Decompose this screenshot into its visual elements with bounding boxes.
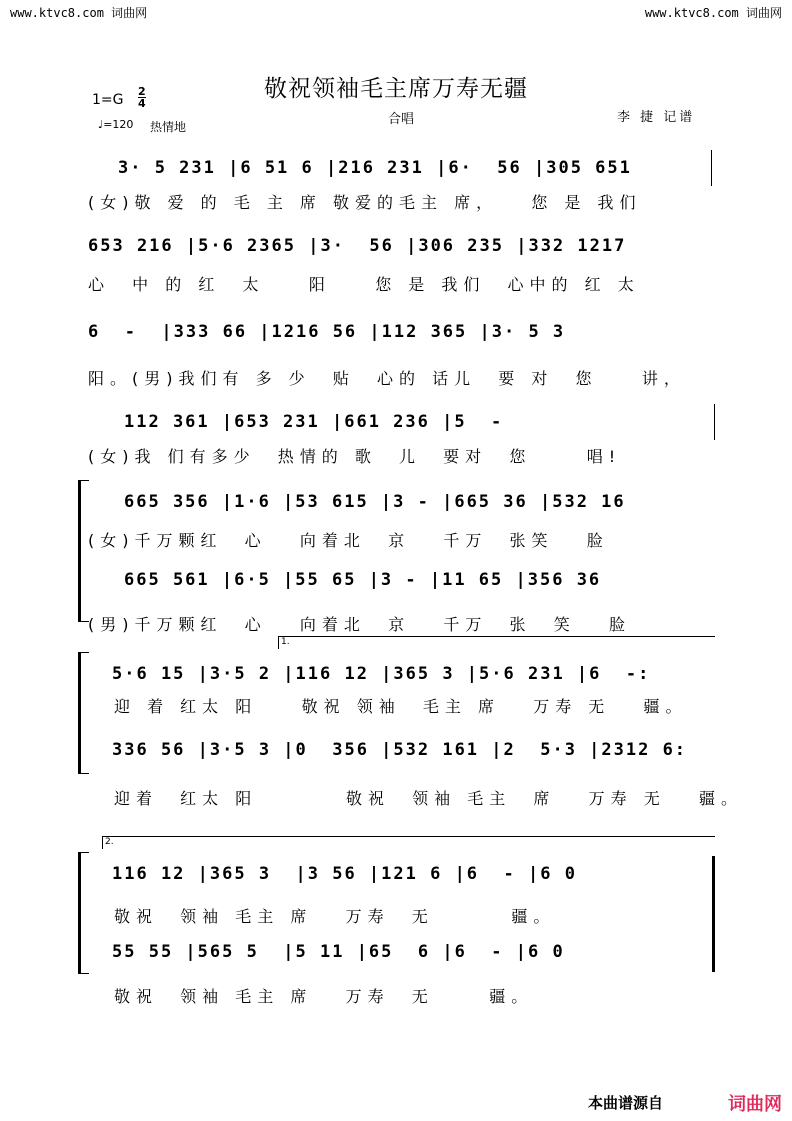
- lyric-line: 敬祝 领袖 毛主 席 万寿 无 疆。: [114, 907, 556, 926]
- expression-mark: 热情地: [150, 120, 187, 134]
- notation-line: 5·6 15 |3·5 2 |116 12 |365 3 |5·6 231 |6 -:: [112, 664, 651, 684]
- notation-line: 653 216 |5·6 2365 |3· 56 |306 235 |332 1217: [88, 236, 627, 256]
- notation-line: 6 - |333 66 |1216 56 |112 365 |3· 5 3: [88, 322, 566, 342]
- subtitle: 合唱: [388, 112, 415, 127]
- lyric-line: (女)敬 爱 的 毛 主 席 敬爱的毛主 席， 您 是 我们: [88, 193, 642, 212]
- notation-line: 112 361 |653 231 |661 236 |5 -: [124, 412, 504, 432]
- key-signature: 1=G: [92, 92, 124, 108]
- lyric-line: (女)我 们有多少 热情的 歌 儿 要对 您 唱!: [88, 447, 622, 466]
- notation-line: 665 561 |6·5 |55 65 |3 - |11 65 |356 36: [124, 570, 602, 590]
- staff-line: [0, 228, 792, 268]
- staff-line: [0, 856, 792, 896]
- lyric-line: 阳。(男)我们有 多 少 贴 心的 话儿 要 对 您 讲，: [88, 369, 686, 388]
- staff-line: [0, 150, 792, 190]
- song-title: 敬祝领袖毛主席万寿无疆: [264, 76, 528, 102]
- notation-line: 665 356 |1·6 |53 615 |3 - |665 36 |532 16: [124, 492, 626, 512]
- first-ending-bracket: 1.: [278, 636, 715, 649]
- staff-line: [0, 656, 792, 696]
- staff-line: [0, 484, 792, 524]
- watermark-left: www.ktvc8.com 词曲网: [10, 6, 148, 20]
- author-credit: 李 捷 记谱: [617, 110, 696, 125]
- footer-site-logo[interactable]: 词曲网: [728, 1094, 782, 1115]
- notation-line: 116 12 |365 3 |3 56 |121 6 |6 - |6 0: [112, 864, 577, 884]
- bar-line: [714, 404, 715, 440]
- staff-line: [0, 314, 792, 354]
- staff-line: [0, 404, 792, 444]
- watermark-right: www.ktvc8.com 词曲网: [644, 6, 782, 20]
- final-bar-line: [712, 856, 715, 972]
- second-ending-bracket: 2.: [102, 836, 715, 849]
- lyric-line: 迎着 红太 阳 敬祝 领袖 毛主 席 万寿 无 疆。: [114, 789, 743, 808]
- lyric-line: 迎 着 红太 阳 敬祝 领袖 毛主 席 万寿 无 疆。: [114, 697, 688, 716]
- notation-line: 336 56 |3·5 3 |0 356 |532 161 |2 5·3 |2312 6:: [112, 740, 688, 760]
- lyric-line: (女)千万颗红 心 向着北 京 千万 张笑 脸: [88, 531, 609, 550]
- bar-line: [711, 150, 712, 186]
- notation-line: 55 55 |565 5 |5 11 |65 6 |6 - |6 0: [112, 942, 565, 962]
- lyric-line: 敬祝 领袖 毛主 席 万寿 无 疆。: [114, 987, 534, 1006]
- footer-source: 本曲谱源自: [588, 1094, 664, 1112]
- staff-line: [0, 732, 792, 772]
- lyric-line: (男)千万颗红 心 向着北 京 千万 张 笑 脸: [88, 615, 631, 634]
- notation-line: 3· 5 231 |6 51 6 |216 231 |6· 56 |305 651: [118, 158, 632, 178]
- staff-line: [0, 562, 792, 602]
- lyric-line: 心 中 的 红 太 阳 您 是 我们 心中的 红 太: [88, 275, 640, 294]
- staff-line: [0, 934, 792, 974]
- tempo-mark: ♩=120: [98, 118, 134, 131]
- time-signature: $\frac{2}{4}$: [138, 85, 146, 110]
